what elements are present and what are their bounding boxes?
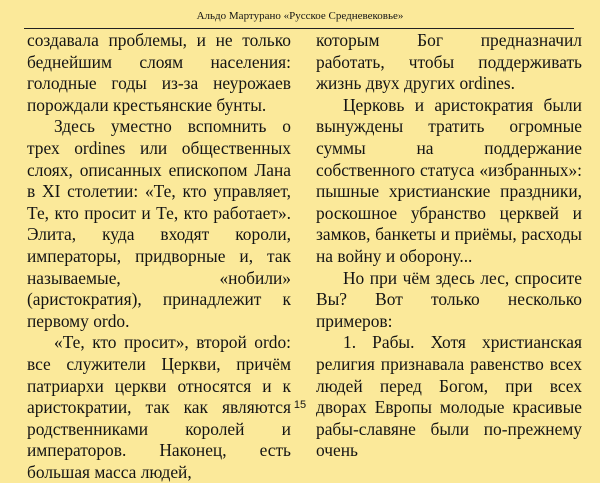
right-column: [316, 30, 582, 462]
left-column: [27, 30, 291, 483]
header-rule: [24, 28, 574, 29]
paragraph: «Те, кто просит», второй ordo: все служители Церкви, причём патриархи церкви относятся и к аристократии, так как являются родственниками королей и императоров. Наконец, есть большая масса людей,: [27, 332, 291, 482]
paragraph: которым Бог предназначил работать, чтобы поддерживать жизнь двух других ordines.: [316, 30, 582, 94]
paragraph: Но при чём здесь лес, спросите Вы? Вот только несколько примеров:: [316, 267, 582, 331]
page-number: 15: [293, 399, 307, 411]
paragraph: 1. Рабы. Хотя христианская религия признавала равенство всех людей перед Богом, при всех дворах Европы молодые красивые рабы-славяне были по-прежнему очень: [316, 332, 582, 461]
running-header: Альдо Мартурано «Русское Средневековье»: [196, 10, 404, 22]
paragraph: Здесь уместно вспомнить о трех ordines или общественных слоях, описанных епископом Лана в XI столетии: «Те, кто управляет, Те, кто просит и Те, кто работает». Элита, куда входят короли, императоры, придворные и, так называемые, «нобили» (аристократия), принадлежит к первому ordo.: [27, 116, 291, 331]
paragraph: Церковь и аристократия были вынуждены тратить огромные суммы на поддержание собственного статуса «избранных»: пышные христианские праздники, роскошное убранство церквей и замков, банкеты и приёмы, расходы на войну и оборону...: [316, 94, 582, 266]
paragraph: создавала проблемы, и не только беднейшим слоям населения: голодные годы из-за неурожаев порождали крестьянские бунты.: [27, 30, 291, 115]
